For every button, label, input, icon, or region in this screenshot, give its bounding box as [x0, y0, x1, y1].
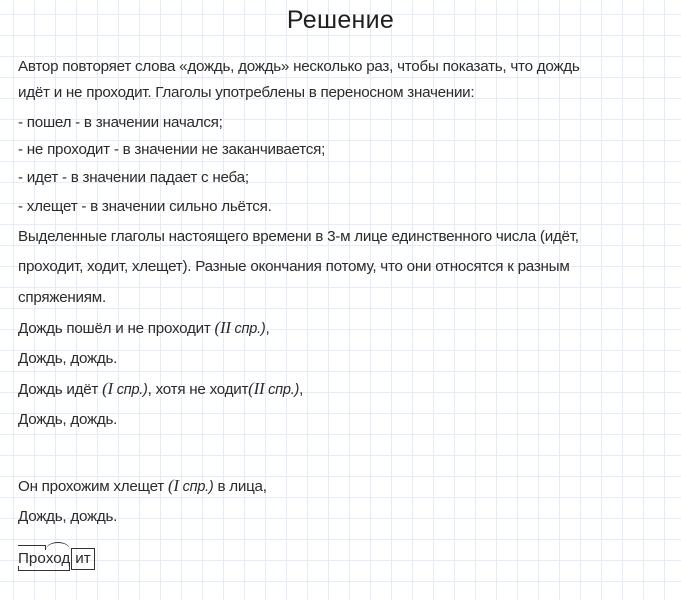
poem-line: Он прохожим хлещет (I спр.) в лица,	[18, 476, 267, 495]
poem-line: Дождь идёт (I спр.), хотя не ходит(II спр.),	[18, 379, 304, 398]
list-item: - идет - в значении падает с неба;	[18, 168, 249, 186]
conjugation-note: (II спр.)	[248, 379, 300, 398]
poem-line: Дождь, дождь.	[18, 349, 118, 367]
poem-line: Дождь пошёл и не проходит (II спр.),	[18, 318, 270, 337]
prefix-mark-icon	[18, 545, 46, 550]
conjugation-note: (I спр.)	[167, 476, 214, 495]
ending: ит	[71, 548, 94, 570]
poem-line: Дождь, дождь.	[18, 410, 118, 428]
morpheme-analysis	[18, 548, 95, 576]
list-item: - пошел - в значении начался;	[18, 113, 223, 131]
list-item: - хлещет - в значении сильно льётся.	[18, 197, 272, 215]
root-arc-icon	[46, 542, 70, 558]
word-stem	[18, 550, 70, 567]
paragraph-line: идёт и не проходит. Глаголы употреблены в переносном значении:	[18, 84, 475, 101]
paragraph-line: Автор повторяет слова «дождь, дождь» несколько раз, чтобы показать, что дождь	[18, 58, 580, 75]
poem-text: Он прохожим хлещет	[18, 478, 168, 495]
paragraph-line: спряжениям.	[18, 288, 106, 306]
paragraph-line: проходит, ходит, хлещет). Разные окончания потому, что они относятся к разным	[18, 258, 570, 275]
spacer	[18, 435, 668, 471]
conjugation-note: (II спр.)	[214, 318, 266, 337]
stem-mark-icon	[18, 566, 70, 571]
poem-line: Дождь, дождь.	[18, 507, 118, 525]
prefix: Про	[18, 550, 46, 567]
paragraph-line: Выделенные глаголы настоящего времени в 3-м лице единственного числа (идёт,	[18, 227, 579, 245]
conjugation-note: (I спр.)	[102, 379, 148, 398]
page-title: Решение	[286, 6, 395, 34]
list-item: - не проходит - в значении не заканчивается;	[18, 140, 326, 158]
poem-text: Дождь пошёл и не проходит	[18, 320, 215, 337]
poem-text: Дождь идёт	[18, 381, 103, 398]
solution-content	[18, 55, 668, 532]
root: ход	[46, 550, 70, 567]
